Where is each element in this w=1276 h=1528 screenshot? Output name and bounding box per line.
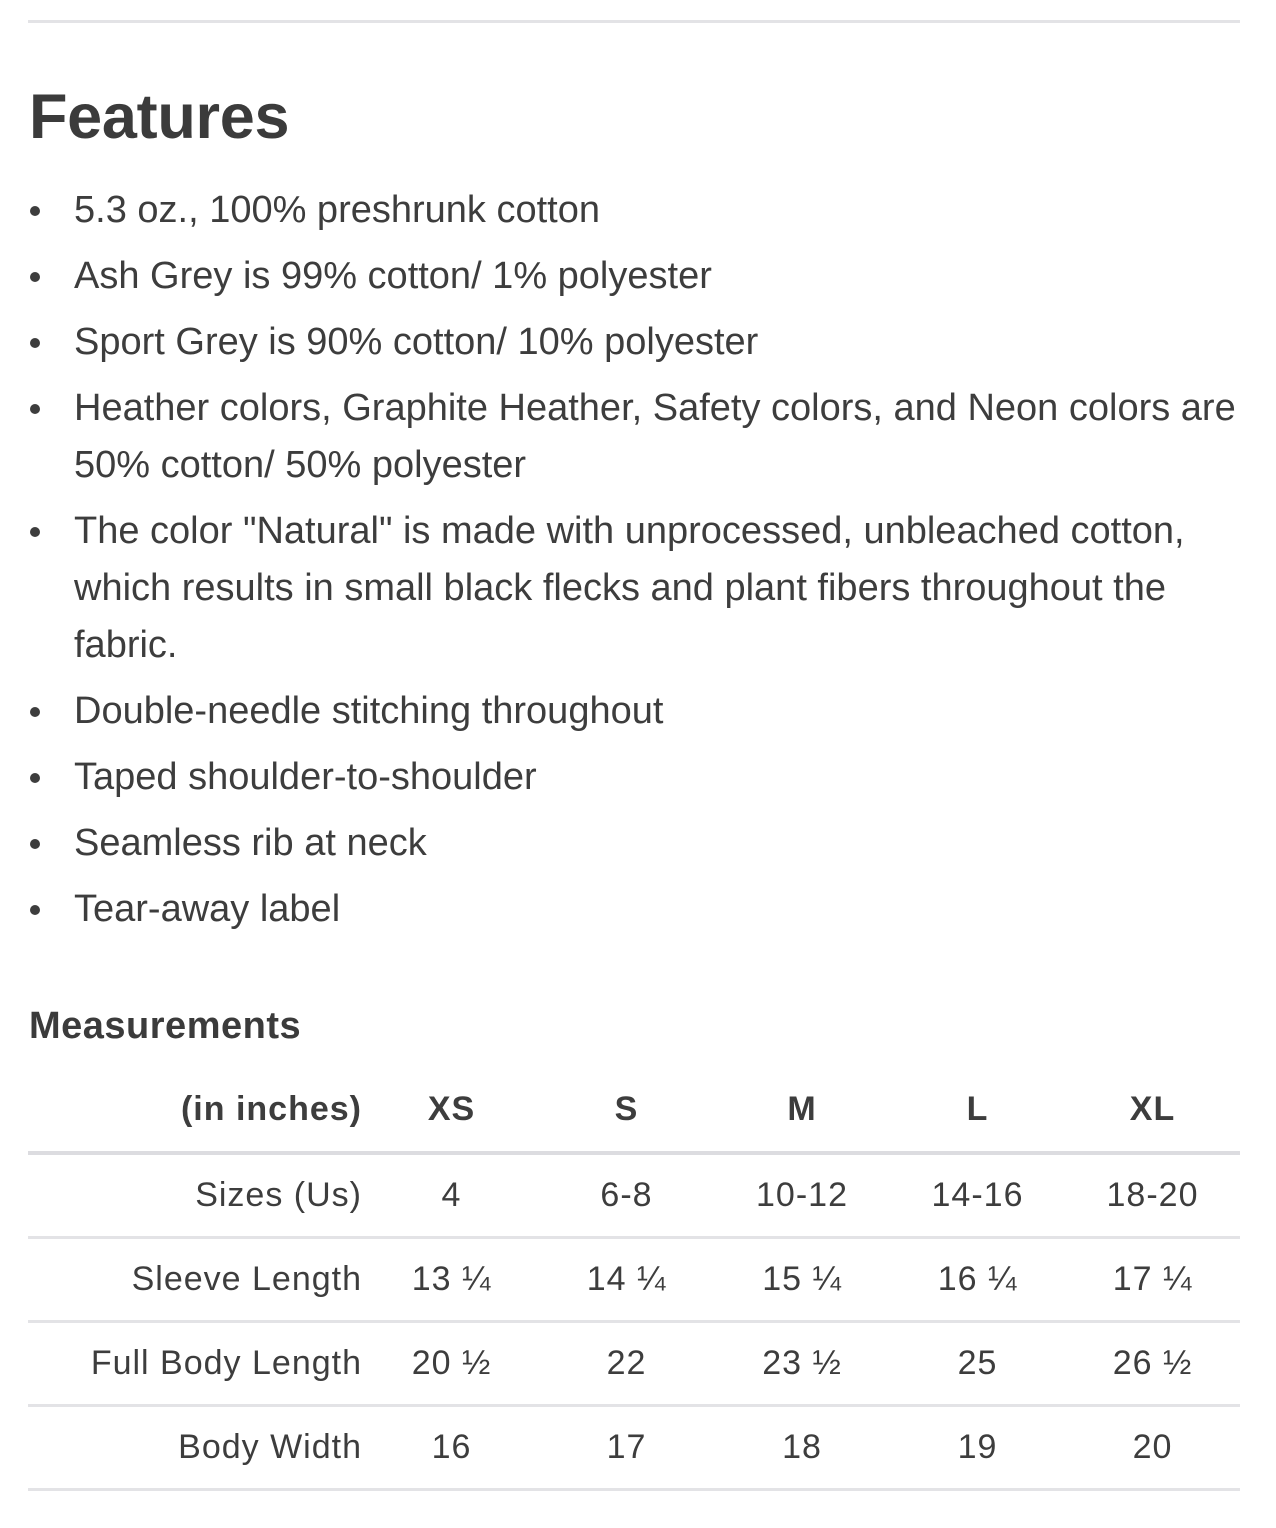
bullet-icon	[30, 272, 40, 282]
feature-text: Double-needle stitching throughout	[74, 690, 664, 732]
bullet-icon	[30, 206, 40, 216]
table-cell: 16	[364, 1406, 539, 1490]
table-cell: 15 ¼	[714, 1238, 890, 1322]
table-cell: 6-8	[539, 1153, 714, 1238]
measurements-table	[28, 1067, 1240, 1491]
table-cell: 17 ¼	[1065, 1238, 1240, 1322]
row-label: Sleeve Length	[28, 1238, 364, 1322]
row-label: Full Body Length	[28, 1322, 364, 1406]
column-header: S	[539, 1067, 714, 1153]
row-label: Body Width	[28, 1406, 364, 1490]
feature-text: Sport Grey is 90% cotton/ 10% polyester	[74, 321, 759, 363]
unit-label: (in inches)	[28, 1067, 364, 1153]
table-cell: 14-16	[890, 1153, 1065, 1238]
table-cell: 20	[1065, 1406, 1240, 1490]
table-cell: 25	[890, 1322, 1065, 1406]
top-divider	[28, 20, 1240, 23]
feature-item	[28, 815, 1238, 872]
feature-text: Seamless rib at neck	[74, 822, 427, 864]
column-header: M	[714, 1067, 890, 1153]
feature-item	[28, 683, 1238, 740]
bullet-icon	[30, 839, 40, 849]
bullet-icon	[30, 773, 40, 783]
feature-text: Taped shoulder-to-shoulder	[74, 756, 537, 798]
feature-item	[28, 314, 1238, 371]
feature-item	[28, 380, 1238, 494]
table-cell: 23 ½	[714, 1322, 890, 1406]
column-header: XS	[364, 1067, 539, 1153]
features-list	[28, 182, 1238, 947]
bullet-icon	[30, 404, 40, 414]
bullet-icon	[30, 905, 40, 915]
feature-text: 5.3 oz., 100% preshrunk cotton	[74, 189, 600, 231]
table-cell: 26 ½	[1065, 1322, 1240, 1406]
table-cell: 19	[890, 1406, 1065, 1490]
bullet-icon	[30, 527, 40, 537]
table-cell: 18	[714, 1406, 890, 1490]
table-cell: 14 ¼	[539, 1238, 714, 1322]
table-row	[28, 1406, 1240, 1490]
table-cell: 13 ¼	[364, 1238, 539, 1322]
column-header: L	[890, 1067, 1065, 1153]
table-cell: 17	[539, 1406, 714, 1490]
feature-item	[28, 182, 1238, 239]
table-cell: 22	[539, 1322, 714, 1406]
feature-text: Tear-away label	[74, 888, 341, 930]
table-cell: 16 ¼	[890, 1238, 1065, 1322]
table-row	[28, 1238, 1240, 1322]
table-cell: 20 ½	[364, 1322, 539, 1406]
feature-text: Ash Grey is 99% cotton/ 1% polyester	[74, 255, 712, 297]
table-header-row	[28, 1067, 1240, 1153]
feature-text: Heather colors, Graphite Heather, Safety colors, and Neon colors are 50% cotton/ 50% polyester	[74, 387, 1236, 486]
feature-item	[28, 248, 1238, 305]
measurements-heading: Measurements	[29, 1005, 302, 1047]
table-row	[28, 1153, 1240, 1238]
bullet-icon	[30, 707, 40, 717]
feature-item	[28, 503, 1238, 674]
row-label: Sizes (Us)	[28, 1153, 364, 1238]
feature-item	[28, 881, 1238, 938]
feature-text: The color "Natural" is made with unprocessed, unbleached cotton, which results in small black flecks and plant fibers throughout the fabric.	[74, 510, 1185, 666]
feature-item	[28, 749, 1238, 806]
features-heading: Features	[29, 82, 290, 152]
table-cell: 18-20	[1065, 1153, 1240, 1238]
table-cell: 4	[364, 1153, 539, 1238]
table-row	[28, 1322, 1240, 1406]
table-cell: 10-12	[714, 1153, 890, 1238]
bullet-icon	[30, 338, 40, 348]
column-header: XL	[1065, 1067, 1240, 1153]
